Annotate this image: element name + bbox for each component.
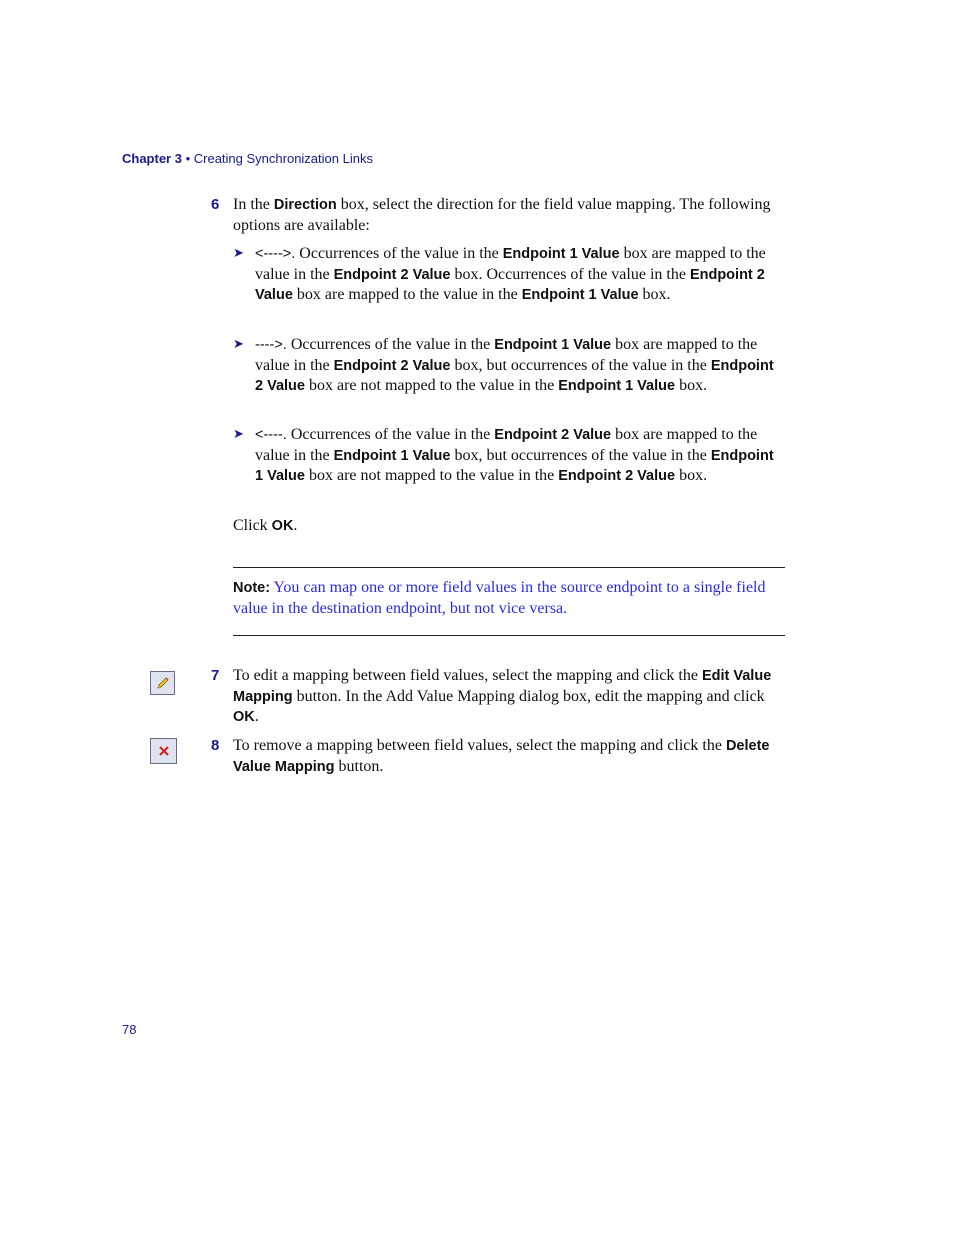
text-run: button. In the Add Value Mapping dialog box, edit the mapping and click [292, 687, 765, 705]
note-text: You can map one or more field values in the source endpoint to a single field value in the destination endpoint, but not vice versa. [233, 579, 766, 617]
bullet-arrow-icon: ➤ [233, 246, 244, 261]
bullet-text [255, 425, 785, 487]
text-run: box. [675, 377, 708, 394]
text-run: . [254, 708, 259, 725]
chapter-label: Chapter 3 [122, 151, 182, 166]
text-run: box are mapped to the value in the [255, 426, 758, 464]
text-run: Occurrences of the value in the [295, 245, 503, 262]
text-run: To remove a mapping between field values, select the mapping and click the [233, 737, 726, 754]
running-header [122, 151, 373, 166]
step-text [233, 736, 785, 777]
text-run: box are mapped to the value in the [292, 286, 522, 303]
chapter-title: Creating Synchronization Links [193, 151, 373, 166]
text-run: box. Occurrences of the value in the [450, 265, 690, 283]
delete-value-mapping-button [150, 738, 177, 764]
note-bottom-rule [233, 635, 785, 636]
ui-term: Endpoint 1 Value [494, 337, 612, 353]
direction-symbol: ---->. [255, 337, 287, 353]
bullet-text [255, 335, 785, 397]
ui-term: Endpoint 2 Value [333, 266, 451, 283]
page-number: 78 [122, 1022, 137, 1037]
step-number: 8 [211, 737, 220, 754]
ui-term: Delete Value Mapping [233, 738, 770, 775]
step-text [233, 666, 785, 728]
ui-term: Endpoint 1 Value [558, 378, 676, 394]
step-number: 6 [211, 196, 220, 213]
text-run: button. [334, 757, 384, 775]
note-label: Note: [233, 580, 271, 596]
text-run: box are mapped to the value in the [255, 245, 766, 283]
ui-term: Edit Value Mapping [233, 668, 772, 705]
text-run: Occurrences of the value in the [286, 336, 495, 353]
text-run: Occurrences of the value in the [286, 426, 495, 443]
text-run: box are mapped to the value in the [255, 336, 758, 374]
ui-term: Direction [273, 197, 337, 213]
text-run: box. [675, 467, 708, 484]
text-run: . [293, 517, 298, 534]
ui-term: Endpoint 1 Value [502, 246, 620, 262]
note-top-rule [233, 567, 785, 568]
bullet-text [255, 244, 785, 306]
edit-value-mapping-button [150, 671, 175, 695]
bullet-arrow-icon: ➤ [233, 427, 244, 442]
text-run: In the [233, 196, 274, 213]
text-run: To edit a mapping between field values, select the mapping and click the [233, 667, 702, 684]
text-run: box, select the direction for the field value mapping. The following options are available: [233, 196, 771, 234]
click-ok-instruction [233, 516, 785, 537]
ui-term: Endpoint 1 Value [255, 447, 774, 484]
text-run: Click [233, 517, 272, 534]
text-run: box are not mapped to the value in the [304, 377, 559, 394]
text-run: box. [638, 286, 671, 303]
text-run: box, but occurrences of the value in the [450, 356, 711, 374]
direction-symbol: <---->. [255, 246, 296, 262]
ui-term: Endpoint 1 Value [333, 447, 451, 464]
ui-term: Endpoint 1 Value [521, 287, 639, 303]
text-run: box are not mapped to the value in the [304, 467, 559, 484]
ui-term: Endpoint 2 Value [494, 427, 612, 443]
step-text [233, 195, 785, 236]
delete-x-icon [158, 745, 170, 757]
ui-term: OK [271, 518, 294, 534]
bullet-arrow-icon: ➤ [233, 337, 244, 352]
text-run: box, but occurrences of the value in the [450, 446, 711, 464]
note-block [233, 578, 785, 619]
header-separator: • [181, 151, 194, 166]
ui-term: OK [233, 709, 255, 725]
ui-term: Endpoint 2 Value [255, 266, 765, 303]
step-number: 7 [211, 667, 220, 684]
direction-symbol: <----. [255, 427, 287, 443]
pencil-icon [155, 675, 171, 691]
ui-term: Endpoint 2 Value [333, 357, 451, 374]
ui-term: Endpoint 2 Value [255, 357, 774, 394]
ui-term: Endpoint 2 Value [558, 468, 676, 484]
